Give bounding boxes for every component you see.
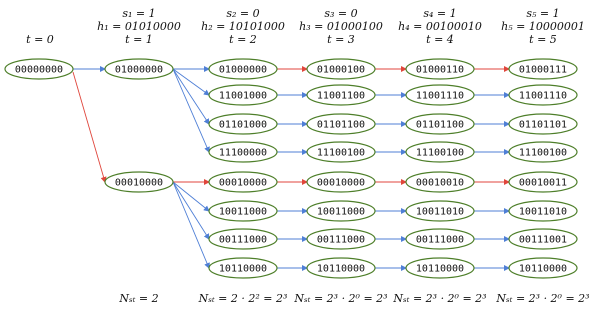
state-node [209, 59, 277, 79]
state-node [209, 172, 277, 192]
state-node-label: 00010000 [114, 177, 164, 189]
state-node-label: 10011000 [316, 206, 366, 218]
state-count-t2: Nₛₜ = 2 · 2² = 2³ [198, 292, 288, 305]
state-count-t1: Nₛₜ = 2 [119, 292, 159, 305]
state-node [209, 229, 277, 249]
state-node-label: 11001100 [316, 90, 366, 102]
column-header-t0 [0, 33, 95, 46]
state-node [307, 172, 375, 192]
state-node [406, 59, 474, 79]
column-header-line: s₃ = 0 [324, 7, 358, 20]
state-node [406, 229, 474, 249]
state-count-t3: Nₛₜ = 2³ · 2⁰ = 2³ [294, 292, 388, 305]
column-header-line: t = 5 [529, 33, 557, 46]
transition-edge [173, 69, 209, 124]
state-node [406, 142, 474, 162]
column-header-line: t = 2 [229, 33, 257, 46]
state-node [105, 59, 173, 79]
state-node-label: 01000110 [415, 64, 465, 76]
state-node [307, 85, 375, 105]
state-node-label: 00111000 [415, 234, 465, 246]
column-header-t2 [188, 7, 298, 46]
state-node-label: 01101100 [316, 119, 366, 131]
column-header-line: h₄ = 00100010 [398, 20, 482, 33]
state-node [307, 201, 375, 221]
state-node [406, 258, 474, 278]
column-header-line: s₁ = 1 [122, 7, 156, 20]
column-header-t4 [385, 7, 495, 46]
column-header-line: t = 3 [327, 33, 355, 46]
column-header-line: h₅ = 10000001 [501, 20, 585, 33]
state-node-label: 11100100 [415, 147, 465, 159]
state-node-label: 01000000 [218, 64, 268, 76]
state-node [307, 142, 375, 162]
state-node [209, 201, 277, 221]
state-node [5, 59, 73, 79]
column-header-t3 [286, 7, 396, 46]
state-node-label: 01101101 [518, 119, 568, 131]
state-node [209, 85, 277, 105]
state-node-label: 01000000 [114, 64, 164, 76]
state-node-label: 10110000 [218, 263, 268, 275]
state-node [509, 201, 577, 221]
state-node-label: 11100000 [218, 147, 268, 159]
state-node [509, 172, 577, 192]
state-node [509, 85, 577, 105]
state-node [509, 114, 577, 134]
column-header-t1 [84, 7, 194, 46]
state-node [509, 142, 577, 162]
state-node-label: 00111001 [518, 234, 568, 246]
state-node [406, 85, 474, 105]
state-node-label: 10110000 [415, 263, 465, 275]
state-node-label: 10110000 [518, 263, 568, 275]
state-node [307, 229, 375, 249]
state-node [209, 258, 277, 278]
column-header-line: t = 1 [125, 33, 153, 46]
state-node-label: 00111000 [218, 234, 268, 246]
state-node-label: 01000100 [316, 64, 366, 76]
column-header-line: t = 4 [426, 33, 454, 46]
state-node [105, 172, 173, 192]
state-node-label: 00010000 [316, 177, 366, 189]
column-header-line: t = 0 [26, 33, 54, 46]
state-node [307, 114, 375, 134]
state-node-label: 11001110 [415, 90, 465, 102]
state-node-label: 00010010 [415, 177, 465, 189]
state-node-label: 10011010 [415, 206, 465, 218]
state-node-label: 11001110 [518, 90, 568, 102]
state-node-label: 00000000 [14, 64, 64, 76]
column-header-line: h₂ = 10101000 [201, 20, 285, 33]
state-node [509, 229, 577, 249]
state-node [307, 59, 375, 79]
state-node-label: 10011010 [518, 206, 568, 218]
state-node [406, 172, 474, 192]
state-node-label: 11100100 [316, 147, 366, 159]
state-node-label: 10011000 [218, 206, 268, 218]
state-count-t5: Nₛₜ = 2³ · 2⁰ = 2³ [496, 292, 590, 305]
state-node-label: 11001000 [218, 90, 268, 102]
state-node [509, 59, 577, 79]
state-node [406, 201, 474, 221]
state-node-label: 00111000 [316, 234, 366, 246]
transition-edge [173, 182, 209, 268]
state-node [406, 114, 474, 134]
state-node-label: 01101000 [218, 119, 268, 131]
column-header-line: s₄ = 1 [423, 7, 457, 20]
state-node-label: 01000111 [518, 64, 568, 76]
state-node-label: 10110000 [316, 263, 366, 275]
column-header-line: s₅ = 1 [526, 7, 560, 20]
column-header-line: s₂ = 0 [226, 7, 260, 20]
state-node-label: 00010000 [218, 177, 268, 189]
state-node [209, 114, 277, 134]
state-node [509, 258, 577, 278]
transition-edge-red [73, 72, 105, 182]
state-count-t4: Nₛₜ = 2³ · 2⁰ = 2³ [393, 292, 487, 305]
state-node-label: 01101100 [415, 119, 465, 131]
state-node [307, 258, 375, 278]
state-node-label: 00010011 [518, 177, 568, 189]
transition-edge [173, 182, 209, 239]
column-header-line: h₁ = 01010000 [97, 20, 181, 33]
transition-edge [173, 182, 209, 211]
column-header-line: h₃ = 01000100 [299, 20, 383, 33]
state-node-label: 11100100 [518, 147, 568, 159]
state-node [209, 142, 277, 162]
column-header-t5 [488, 7, 598, 46]
